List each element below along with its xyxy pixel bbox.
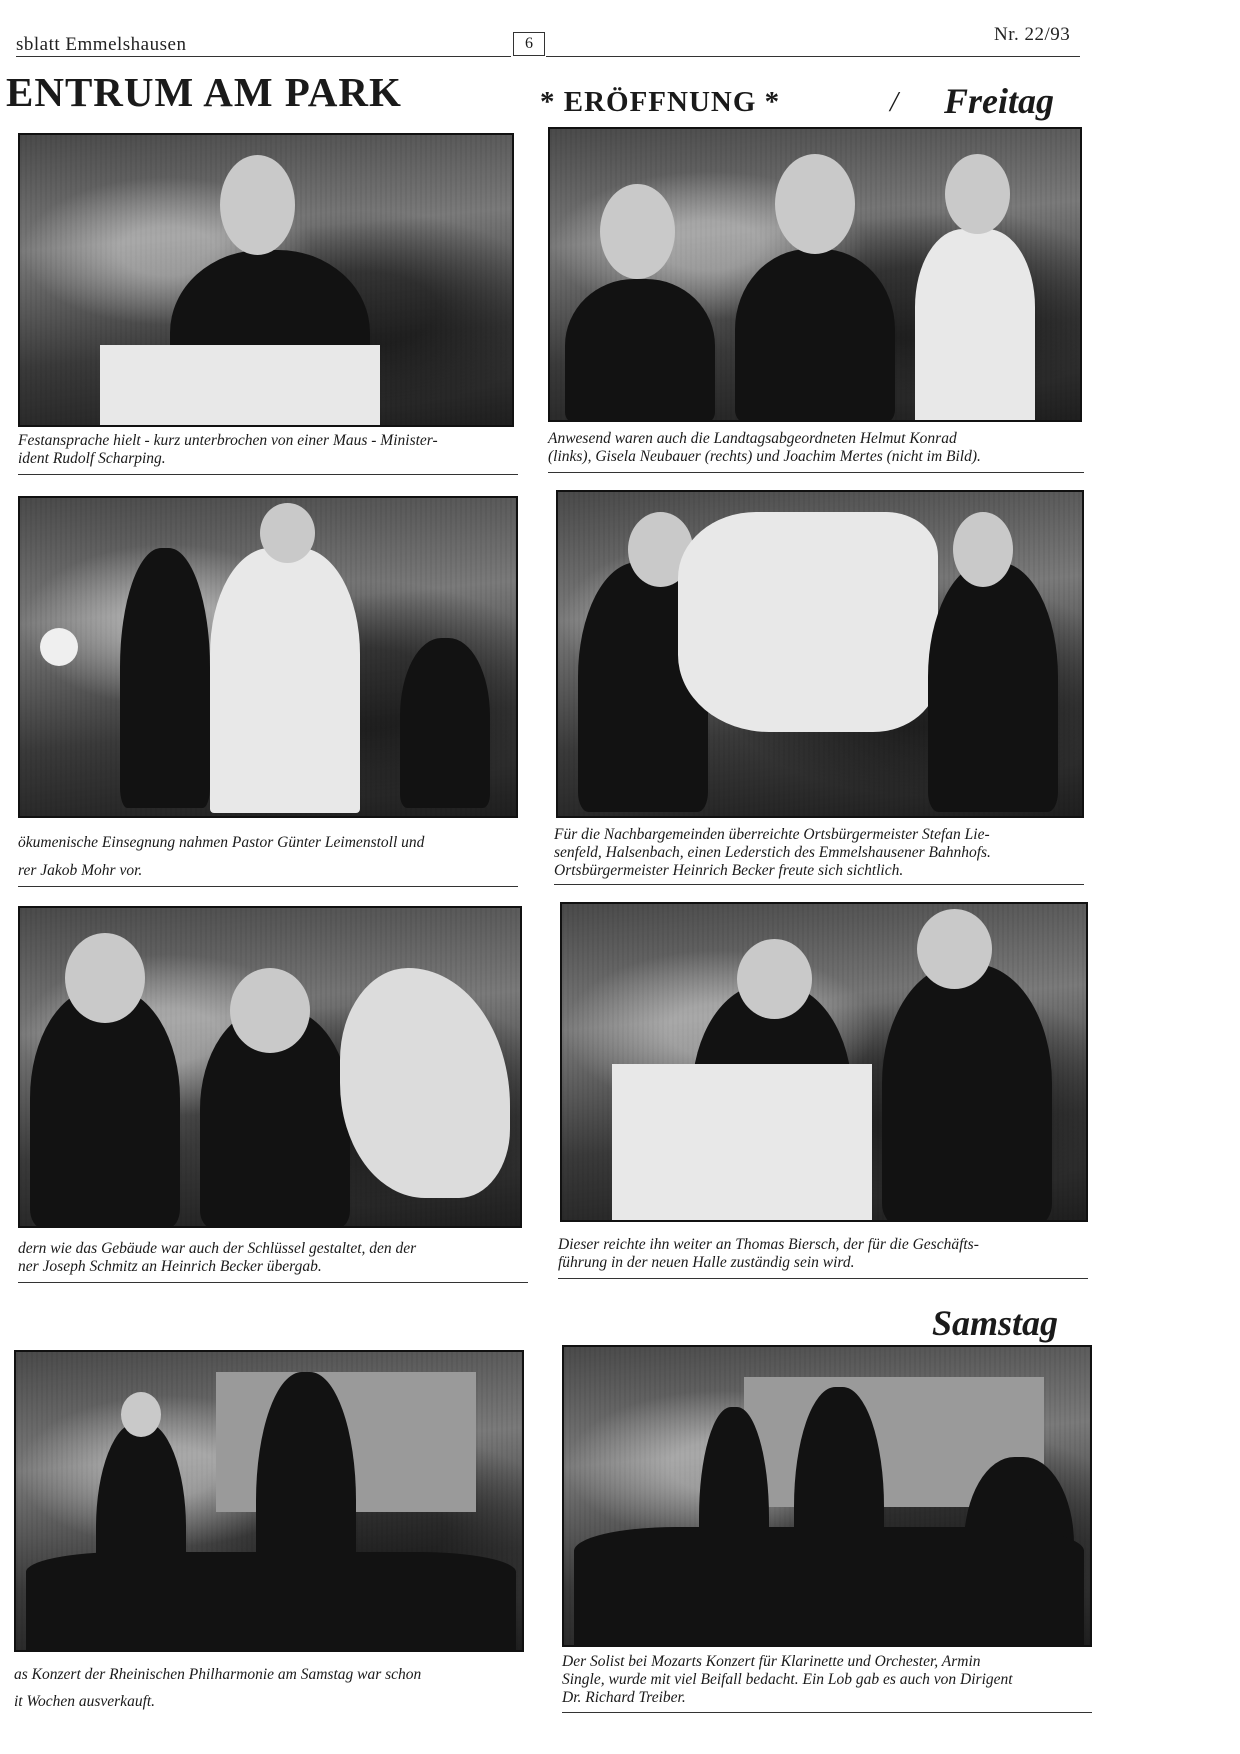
photo-concert-philharmonie — [14, 1350, 524, 1652]
banner-separator: / — [890, 86, 899, 118]
caption-engraving-line3: Ortsbürgermeister Heinrich Becker freute sich sichtlich. — [554, 862, 904, 879]
photo-soloist-applause — [562, 1345, 1092, 1647]
rule-row1-left — [18, 474, 518, 475]
header-rule-left — [16, 56, 511, 57]
photo-blessing-ceremony — [18, 496, 518, 818]
rule-row4-right — [562, 1712, 1092, 1713]
caption-blessing-line2: rer Jakob Mohr vor. — [18, 862, 143, 879]
rule-row2-right — [554, 884, 1084, 885]
day-saturday: Samstag — [932, 1303, 1059, 1343]
banner-title: ENTRUM AM PARK — [6, 69, 402, 115]
caption-audience-line1: Anwesend waren auch die Landtagsabgeordneten Helmut Konrad — [548, 430, 957, 447]
publication-name: sblatt Emmelshausen — [16, 34, 187, 55]
rule-row3-right — [558, 1278, 1088, 1279]
banner-event: * ERÖFFNUNG * — [540, 86, 781, 118]
caption-speech-line2: ident Rudolf Scharping. — [18, 450, 166, 467]
photo-key-handover-schmitz — [18, 906, 522, 1228]
rule-row3-left — [18, 1282, 528, 1283]
photo-audience-politicians — [548, 127, 1082, 422]
caption-key-line2: ner Joseph Schmitz an Heinrich Becker übergab. — [18, 1258, 322, 1275]
caption-soloist-line1: Der Solist bei Mozarts Konzert für Klarinette und Orchester, Armin — [562, 1653, 981, 1670]
caption-key-line1: dern wie das Gebäude war auch der Schlüssel gestaltet, den der — [18, 1240, 417, 1257]
header-rule-right — [546, 56, 1080, 57]
rule-row2-left — [18, 886, 518, 887]
issue-number: Nr. 22/93 — [994, 24, 1071, 45]
photo-key-handover-biersch — [560, 902, 1088, 1222]
caption-biersch-line2: führung in der neuen Halle zuständig sein wird. — [558, 1254, 855, 1271]
photo-leather-engraving — [556, 490, 1084, 818]
caption-blessing-line1: ökumenische Einsegnung nahmen Pastor Günter Leimenstoll und — [18, 834, 425, 851]
caption-soloist-line2: Single, wurde mit viel Beifall bedacht. Ein Lob gab es auch von Dirigent — [562, 1671, 1013, 1688]
caption-biersch-line1: Dieser reichte ihn weiter an Thomas Biersch, der für die Geschäfts- — [558, 1236, 979, 1253]
photo-speech-scharping — [18, 133, 514, 427]
day-friday: Freitag — [944, 81, 1055, 121]
caption-soloist-line3: Dr. Richard Treiber. — [562, 1689, 686, 1706]
caption-concert-line1: as Konzert der Rheinischen Philharmonie am Samstag war schon — [14, 1666, 422, 1683]
caption-concert-line2: it Wochen ausverkauft. — [14, 1693, 156, 1710]
caption-audience-line2: (links), Gisela Neubauer (rechts) und Joachim Mertes (nicht im Bild). — [548, 448, 981, 465]
caption-engraving-line2: senfeld, Halsenbach, einen Lederstich des Emmelshausener Bahnhofs. — [554, 844, 991, 861]
page-number: 6 — [513, 32, 545, 56]
rule-row1-right — [548, 472, 1084, 473]
caption-speech-line1: Festansprache hielt - kurz unterbrochen von einer Maus - Minister- — [18, 432, 438, 449]
caption-engraving-line1: Für die Nachbargemeinden überreichte Ortsbürgermeister Stefan Lie- — [554, 826, 990, 843]
